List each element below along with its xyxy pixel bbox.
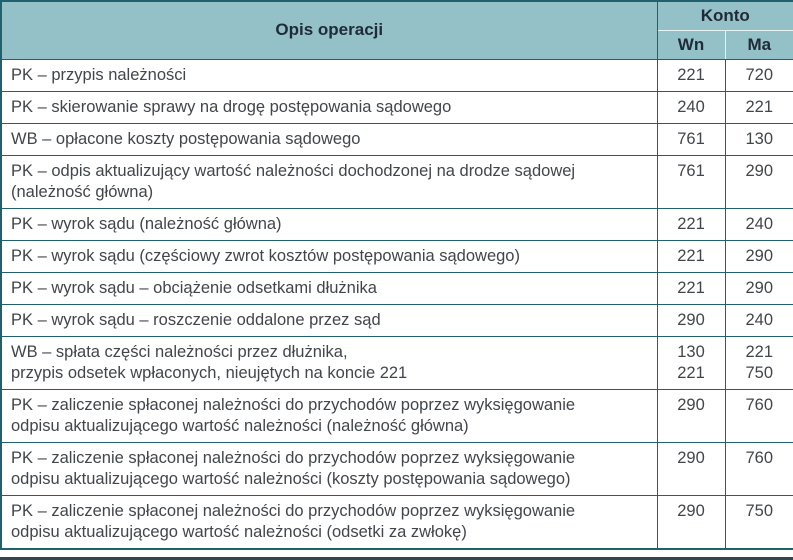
wn-cell: 240 xyxy=(657,91,725,123)
table-body xyxy=(1,59,793,549)
ma-cell: 221 xyxy=(725,91,793,123)
operation-desc-cell: PK – przypis należności xyxy=(1,59,657,91)
table-header xyxy=(1,1,793,59)
table-row xyxy=(1,272,793,304)
operation-desc-cell: WB – opłacone koszty postępowania sądowego xyxy=(1,123,657,155)
wn-cell: 221 xyxy=(657,240,725,272)
column-header-konto: Konto xyxy=(657,1,793,30)
table-row xyxy=(1,59,793,91)
table-row xyxy=(1,495,793,549)
column-header-wn: Wn xyxy=(657,30,725,59)
table-row xyxy=(1,442,793,495)
operation-desc-cell: PK – wyrok sądu – roszczenie oddalone przez sąd xyxy=(1,304,657,336)
ma-cell: 290 xyxy=(725,272,793,304)
column-header-ma: Ma xyxy=(725,30,793,59)
table-row xyxy=(1,123,793,155)
header-row-top xyxy=(1,1,793,30)
ma-cell: 760 xyxy=(725,389,793,442)
ma-cell: 720 xyxy=(725,59,793,91)
ma-cell: 290 xyxy=(725,155,793,208)
operation-desc-cell: PK – zaliczenie spłaconej należności do przychodów poprzez wyksięgowanie odpisu aktualizującego wartość należności (odsetki za zwłokę) xyxy=(1,495,657,549)
operation-desc-cell: PK – wyrok sądu (należność główna) xyxy=(1,208,657,240)
operation-desc-cell: PK – zaliczenie spłaconej należności do przychodów poprzez wyksięgowanie odpisu aktualizującego wartość należności (należność główna) xyxy=(1,389,657,442)
ma-cell: 130 xyxy=(725,123,793,155)
wn-cell: 290 xyxy=(657,495,725,549)
table-row xyxy=(1,240,793,272)
wn-cell: 290 xyxy=(657,304,725,336)
wn-cell: 221 xyxy=(657,272,725,304)
ma-cell: 240 xyxy=(725,208,793,240)
wn-cell: 290 xyxy=(657,442,725,495)
table-row xyxy=(1,304,793,336)
ma-cell: 221 750 xyxy=(725,336,793,389)
operation-desc-cell: PK – odpis aktualizujący wartość należności dochodzonej na drodze sądowej (należność główna) xyxy=(1,155,657,208)
wn-cell: 761 xyxy=(657,155,725,208)
table-row xyxy=(1,155,793,208)
table-row xyxy=(1,389,793,442)
operation-desc-cell: PK – zaliczenie spłaconej należności do przychodów poprzez wyksięgowanie odpisu aktualizującego wartość należności (koszty postępowania sądowego) xyxy=(1,442,657,495)
operation-desc-cell: PK – wyrok sądu (częściowy zwrot kosztów postępowania sądowego) xyxy=(1,240,657,272)
operation-desc-cell: PK – wyrok sądu – obciążenie odsetkami dłużnika xyxy=(1,272,657,304)
ma-cell: 760 xyxy=(725,442,793,495)
wn-cell: 130 221 xyxy=(657,336,725,389)
wn-cell: 761 xyxy=(657,123,725,155)
operation-desc-cell: WB – spłata części należności przez dłużnika, przypis odsetek wpłaconych, nieujętych na koncie 221 xyxy=(1,336,657,389)
wn-cell: 221 xyxy=(657,208,725,240)
ma-cell: 290 xyxy=(725,240,793,272)
column-header-opis-operacji: Opis operacji xyxy=(1,1,657,59)
ma-cell: 750 xyxy=(725,495,793,549)
ma-cell: 240 xyxy=(725,304,793,336)
operation-desc-cell: PK – skierowanie sprawy na drogę postępowania sądowego xyxy=(1,91,657,123)
wn-cell: 221 xyxy=(657,59,725,91)
table-row xyxy=(1,208,793,240)
wn-cell: 290 xyxy=(657,389,725,442)
table-row xyxy=(1,336,793,389)
table-row xyxy=(1,91,793,123)
